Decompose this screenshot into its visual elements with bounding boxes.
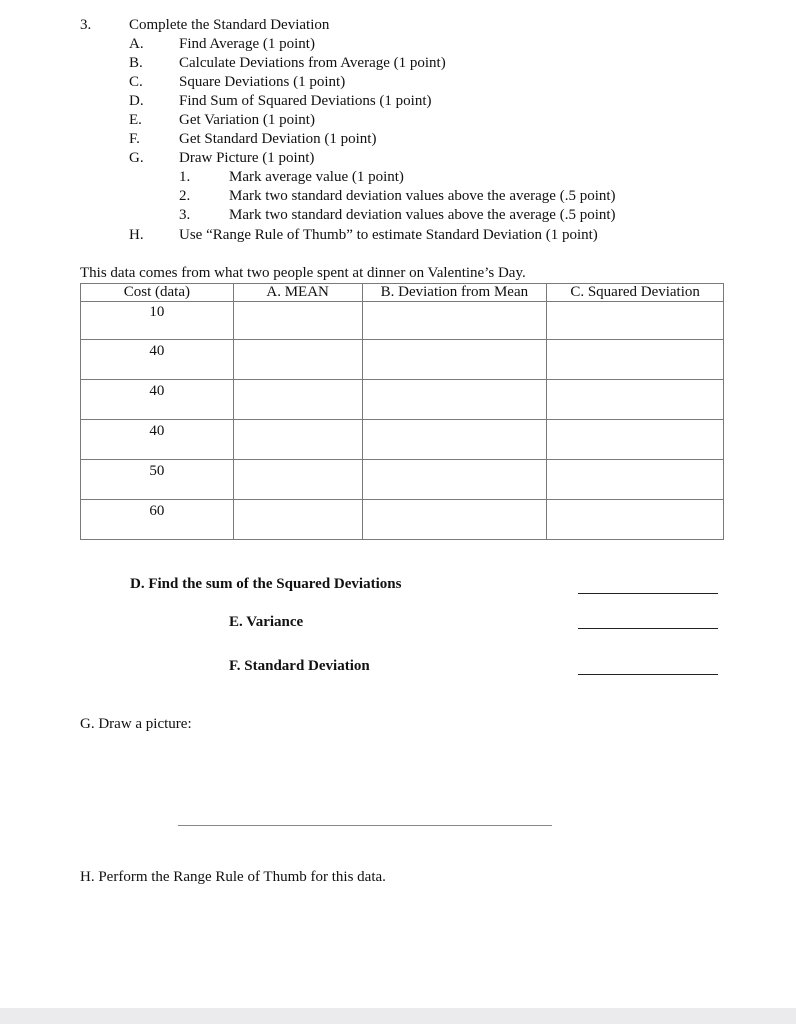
item-letter: F.	[129, 131, 140, 147]
item-text: Calculate Deviations from Average (1 point)	[179, 55, 446, 71]
subitem-number: 2.	[179, 188, 191, 204]
subitem-number: 3.	[179, 207, 191, 223]
cost-cell: 10	[81, 302, 234, 340]
mean-cell[interactable]	[233, 460, 362, 500]
item-letter: B.	[129, 55, 143, 71]
deviation-cell[interactable]	[362, 380, 547, 420]
sum-answer-line[interactable]	[578, 593, 718, 594]
column-header: C. Squared Deviation	[547, 284, 724, 302]
cost-cell: 40	[81, 420, 234, 460]
item-text: Find Average (1 point)	[179, 36, 315, 52]
table-row	[81, 340, 724, 380]
item-letter: D.	[129, 93, 144, 109]
table-row	[81, 500, 724, 540]
table-header-row	[81, 284, 724, 302]
column-header: Cost (data)	[81, 284, 234, 302]
table-row	[81, 420, 724, 460]
table-row	[81, 302, 724, 340]
sum-squared-deviations-label: D. Find the sum of the Squared Deviations	[130, 576, 402, 592]
draw-picture-label: G. Draw a picture:	[80, 716, 192, 732]
standard-deviation-answer-line[interactable]	[578, 674, 718, 675]
question-number: 3.	[80, 17, 92, 33]
mean-cell[interactable]	[233, 340, 362, 380]
squared-deviation-cell[interactable]	[547, 420, 724, 460]
item-text: Square Deviations (1 point)	[179, 74, 346, 90]
standard-deviation-label: F. Standard Deviation	[229, 658, 370, 674]
item-letter: A.	[129, 36, 144, 52]
table-caption: This data comes from what two people spent at dinner on Valentine’s Day.	[80, 265, 526, 281]
number-line[interactable]	[178, 825, 552, 826]
deviation-cell[interactable]	[362, 500, 547, 540]
cost-cell: 60	[81, 500, 234, 540]
variance-label: E. Variance	[229, 614, 304, 630]
subitem-text: Mark average value (1 point)	[229, 169, 404, 185]
table-row	[81, 460, 724, 500]
item-letter: G.	[129, 150, 144, 166]
squared-deviation-cell[interactable]	[547, 500, 724, 540]
range-rule-label: H. Perform the Range Rule of Thumb for this data.	[80, 869, 386, 885]
deviation-cell[interactable]	[362, 340, 547, 380]
item-letter: E.	[129, 112, 142, 128]
cost-cell: 40	[81, 380, 234, 420]
data-table	[80, 283, 724, 540]
squared-deviation-cell[interactable]	[547, 340, 724, 380]
cost-cell: 40	[81, 340, 234, 380]
item-text: Use “Range Rule of Thumb” to estimate Standard Deviation (1 point)	[179, 227, 598, 243]
table-row	[81, 380, 724, 420]
deviation-cell[interactable]	[362, 302, 547, 340]
deviation-cell[interactable]	[362, 460, 547, 500]
bottom-bar	[0, 1008, 796, 1024]
variance-answer-line[interactable]	[578, 628, 718, 629]
item-letter: C.	[129, 74, 143, 90]
mean-cell[interactable]	[233, 380, 362, 420]
item-text: Get Variation (1 point)	[179, 112, 315, 128]
subitem-text: Mark two standard deviation values above the average (.5 point)	[229, 188, 616, 204]
deviation-cell[interactable]	[362, 420, 547, 460]
squared-deviation-cell[interactable]	[547, 380, 724, 420]
question-title: Complete the Standard Deviation	[129, 17, 330, 33]
squared-deviation-cell[interactable]	[547, 302, 724, 340]
item-text: Get Standard Deviation (1 point)	[179, 131, 377, 147]
item-letter: H.	[129, 227, 144, 243]
mean-cell[interactable]	[233, 302, 362, 340]
column-header: A. MEAN	[233, 284, 362, 302]
squared-deviation-cell[interactable]	[547, 460, 724, 500]
item-text: Draw Picture (1 point)	[179, 150, 315, 166]
subitem-number: 1.	[179, 169, 191, 185]
column-header: B. Deviation from Mean	[362, 284, 547, 302]
cost-cell: 50	[81, 460, 234, 500]
mean-cell[interactable]	[233, 500, 362, 540]
mean-cell[interactable]	[233, 420, 362, 460]
item-text: Find Sum of Squared Deviations (1 point)	[179, 93, 432, 109]
subitem-text: Mark two standard deviation values above the average (.5 point)	[229, 207, 616, 223]
